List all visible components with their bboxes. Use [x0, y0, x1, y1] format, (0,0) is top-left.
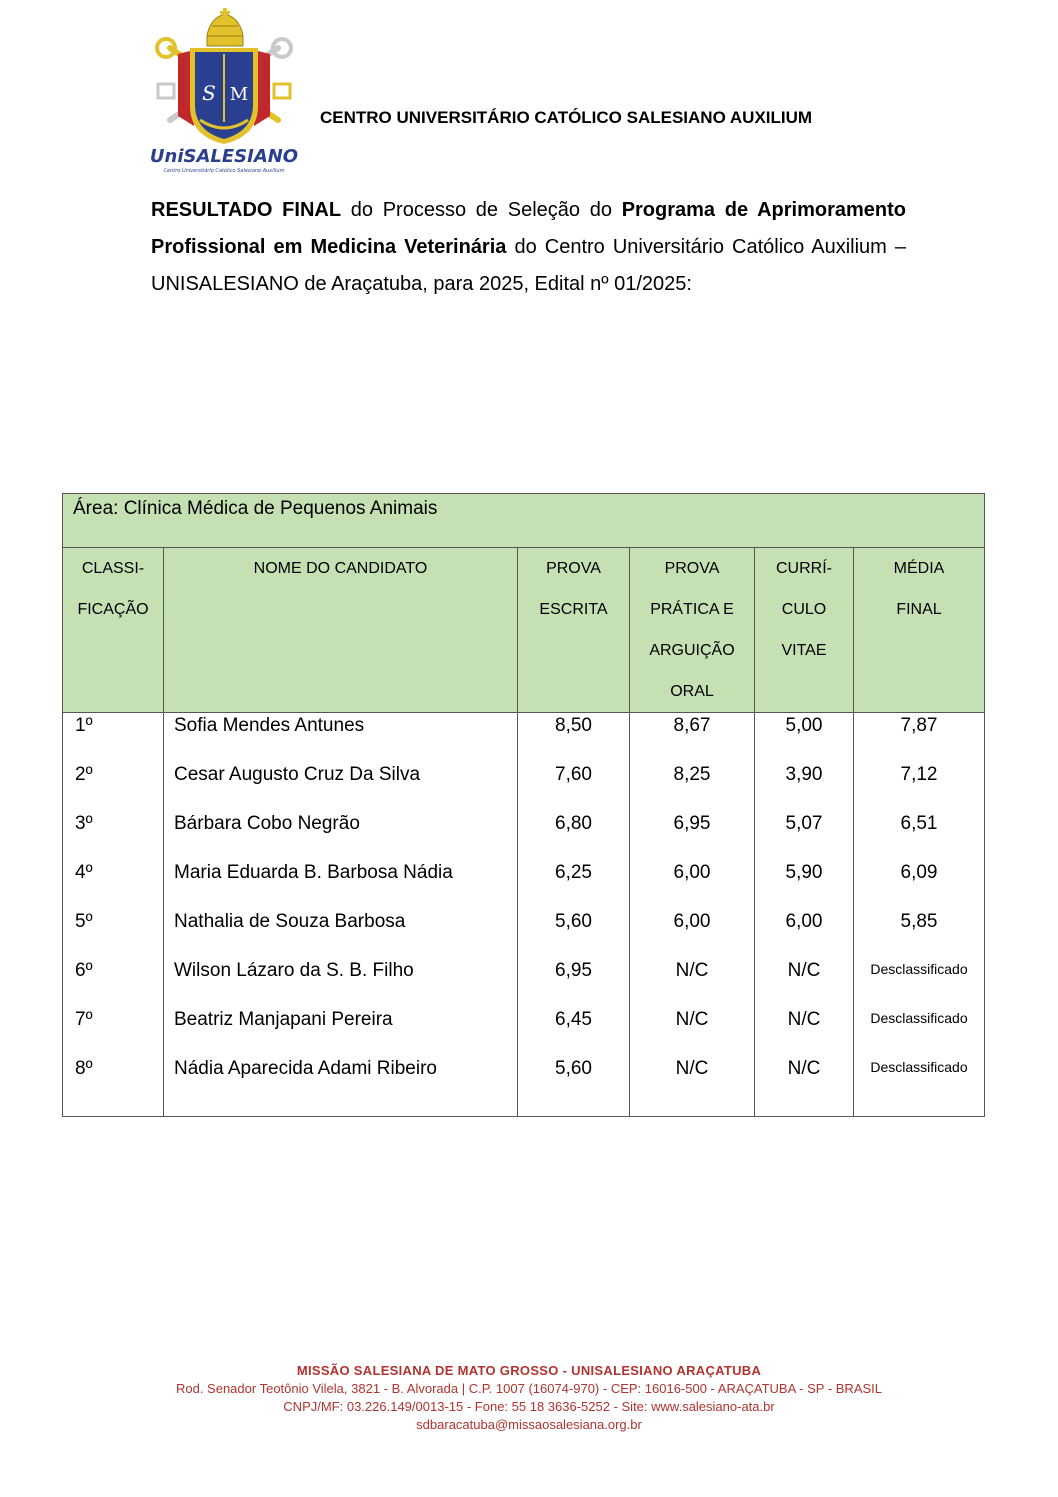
cell-curriculo: 5,90 — [755, 860, 854, 909]
cell-rank: 6º — [63, 958, 164, 1007]
column-header-line: PRÁTICA E — [650, 601, 734, 618]
intro-bold-result: RESULTADO FINAL — [151, 199, 342, 221]
cell-curriculo: 5,00 — [755, 713, 854, 763]
table-row — [63, 909, 985, 958]
area-header: Área: Clínica Médica de Pequenos Animais — [63, 494, 985, 548]
cell-name: Cesar Augusto Cruz Da Silva — [164, 762, 518, 811]
cell-curriculo: N/C — [755, 1007, 854, 1056]
cell-media-final: Desclassificado — [854, 1007, 985, 1056]
footer-contact: CNPJ/MF: 03.226.149/0013-15 - Fone: 55 18 3636-5252 - Site: www.salesiano-ata.br — [283, 1399, 775, 1414]
cell-prova-escrita: 5,60 — [518, 1056, 630, 1117]
column-header-line: MÉDIA — [893, 560, 945, 577]
crown-icon — [207, 8, 243, 46]
column-header-line: PROVA — [546, 560, 601, 577]
cell-prova-pratica: 8,67 — [630, 713, 755, 763]
cell-rank: 3º — [63, 811, 164, 860]
column-header-line: PROVA — [664, 560, 720, 577]
cell-prova-pratica: 8,25 — [630, 762, 755, 811]
cell-prova-escrita: 5,60 — [518, 909, 630, 958]
column-header-line: FICAÇÃO — [77, 601, 149, 618]
table-row — [63, 811, 985, 860]
cell-prova-pratica: 6,00 — [630, 860, 755, 909]
cell-media-final: Desclassificado — [854, 958, 985, 1007]
footer-organization: MISSÃO SALESIANA DE MATO GROSSO - UNISALESIANO ARAÇATUBA — [296, 1363, 762, 1378]
logo-wordmark: UniSALESIANO — [150, 146, 298, 167]
column-header-line: FINAL — [896, 601, 942, 618]
results-body — [63, 713, 985, 1117]
footer-email: sdbaracatuba@missaosalesiana.org.br — [416, 1417, 642, 1432]
table-row — [63, 762, 985, 811]
cell-media-final: Desclassificado — [854, 1056, 985, 1117]
column-header-media-final — [854, 548, 985, 713]
cell-name: Nathalia de Souza Barbosa — [164, 909, 518, 958]
institution-title: CENTRO UNIVERSITÁRIO CATÓLICO SALESIANO AUXILIUM — [320, 108, 813, 127]
cell-curriculo: N/C — [755, 1056, 854, 1117]
column-header-prova-pratica — [630, 548, 755, 713]
cell-rank: 7º — [63, 1007, 164, 1056]
footer-address: Rod. Senador Teotônio Vilela, 3821 - B. Alvorada | C.P. 1007 (16074-970) - CEP: 16016-500 - ARAÇATUBA - SP - BRASIL — [175, 1381, 883, 1396]
column-header-curriculo-vitae — [755, 548, 854, 713]
intro-paragraph — [151, 192, 906, 303]
cell-name: Sofia Mendes Antunes — [164, 713, 518, 763]
column-header-nome — [164, 548, 518, 713]
intro-text-1: do Processo de Seleção do — [341, 199, 622, 221]
cell-name: Wilson Lázaro da S. B. Filho — [164, 958, 518, 1007]
cell-prova-escrita: 8,50 — [518, 713, 630, 763]
cell-name: Nádia Aparecida Adami Ribeiro — [164, 1056, 518, 1117]
intro-text-2: do Centro Universitário Católico Auxilium – UNISALESIANO de Araçatuba, para 2025, Edital nº 01/2025: — [151, 236, 906, 295]
cell-media-final: 7,12 — [854, 762, 985, 811]
column-header-prova-escrita — [518, 548, 630, 713]
cell-prova-escrita: 6,95 — [518, 958, 630, 1007]
column-header-line: VITAE — [781, 642, 827, 659]
column-header-line: CLASSI- — [81, 560, 145, 577]
column-header-line: ESCRITA — [539, 601, 608, 618]
cell-prova-escrita: 6,25 — [518, 860, 630, 909]
cell-media-final: 7,87 — [854, 713, 985, 763]
column-header-classificacao — [63, 548, 164, 713]
cell-prova-pratica: 6,00 — [630, 909, 755, 958]
column-header-line: CULO — [781, 601, 827, 618]
table-row — [63, 1056, 985, 1117]
cell-rank: 2º — [63, 762, 164, 811]
cell-prova-escrita: 6,80 — [518, 811, 630, 860]
column-header-line: NOME DO CANDIDATO — [253, 560, 428, 577]
table-row — [63, 1007, 985, 1056]
logo-subtext: Centro Universitário Católico Salesiano Auxilium — [163, 168, 285, 174]
cell-prova-escrita: 7,60 — [518, 762, 630, 811]
svg-text:M: M — [229, 84, 249, 105]
cell-name: Maria Eduarda B. Barbosa Nádia — [164, 860, 518, 909]
cell-name: Beatriz Manjapani Pereira — [164, 1007, 518, 1056]
cell-curriculo: 5,07 — [755, 811, 854, 860]
cell-media-final: 6,51 — [854, 811, 985, 860]
unisalesiano-logo — [150, 8, 298, 174]
results-table — [62, 493, 985, 1117]
cell-rank: 8º — [63, 1056, 164, 1117]
table-row — [63, 713, 985, 763]
cell-curriculo: 6,00 — [755, 909, 854, 958]
cell-prova-pratica: N/C — [630, 958, 755, 1007]
cell-media-final: 6,09 — [854, 860, 985, 909]
column-header-line: ARGUIÇÃO — [649, 642, 735, 659]
column-header-row — [63, 548, 985, 713]
cell-curriculo: N/C — [755, 958, 854, 1007]
cell-prova-pratica: 6,95 — [630, 811, 755, 860]
cell-name: Bárbara Cobo Negrão — [164, 811, 518, 860]
column-header-line: CURRÍ- — [776, 560, 832, 577]
cell-rank: 4º — [63, 860, 164, 909]
cell-prova-pratica: N/C — [630, 1056, 755, 1117]
svg-text:S: S — [202, 81, 216, 105]
table-row — [63, 860, 985, 909]
cell-prova-pratica: N/C — [630, 1007, 755, 1056]
intro-bold-program: Programa de Aprimoramento Profissional em Medicina Veterinária — [151, 199, 906, 258]
column-header-line: ORAL — [670, 683, 714, 700]
cell-curriculo: 3,90 — [755, 762, 854, 811]
cell-prova-escrita: 6,45 — [518, 1007, 630, 1056]
table-row — [63, 958, 985, 1007]
cell-rank: 5º — [63, 909, 164, 958]
cell-rank: 1º — [63, 713, 164, 763]
cell-media-final: 5,85 — [854, 909, 985, 958]
